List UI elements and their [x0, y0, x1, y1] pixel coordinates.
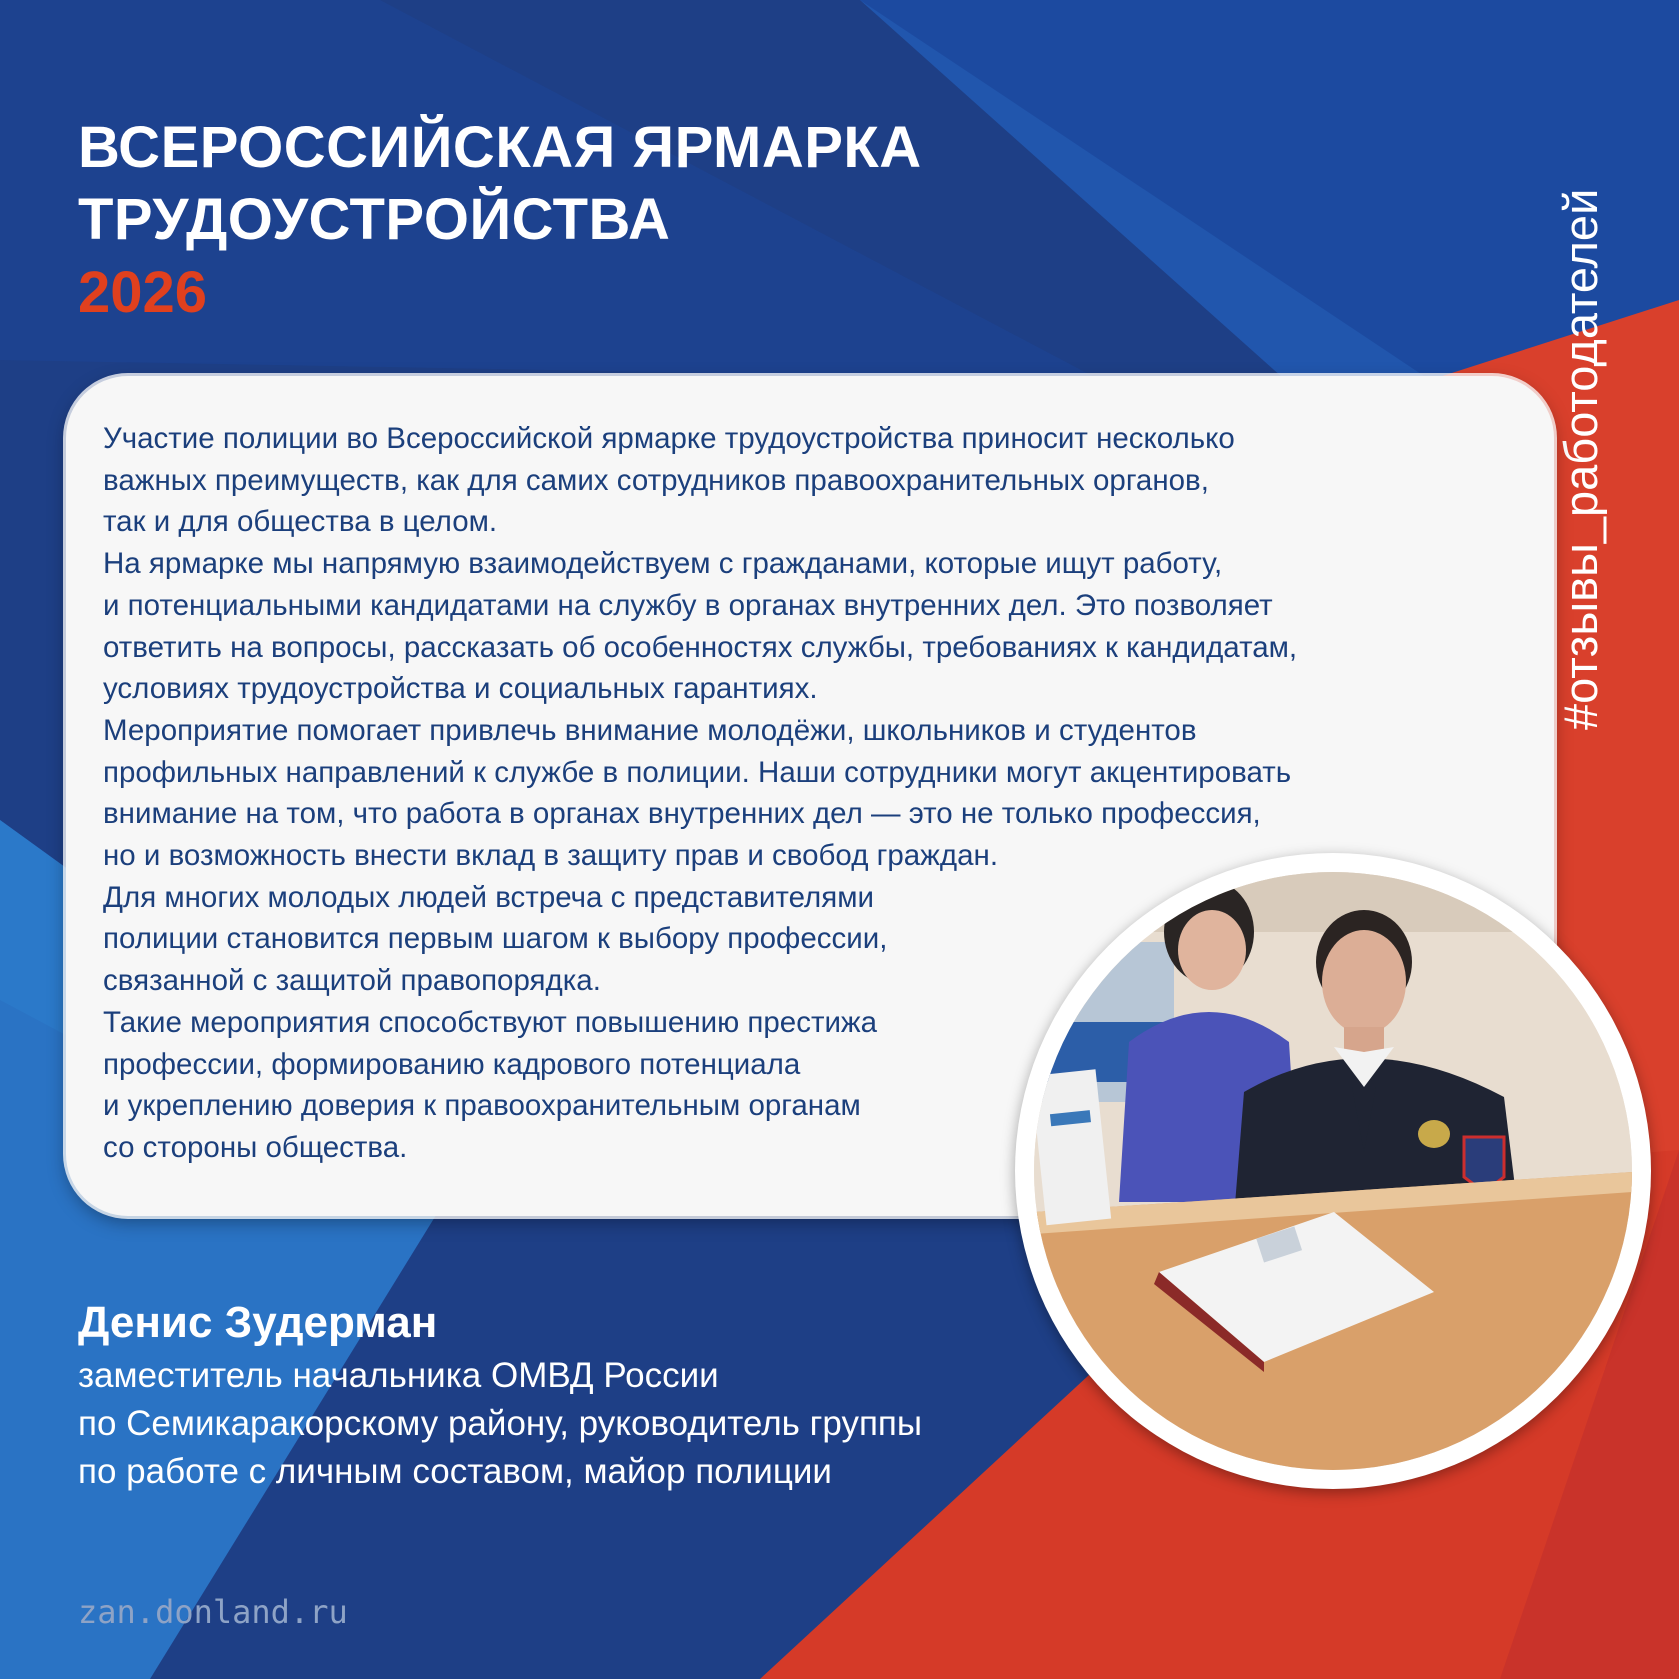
- quote-line: но и возможность внести вклад в защиту прав и свобод граждан.: [103, 839, 999, 873]
- event-year: 2026: [78, 260, 208, 325]
- author-role-line: по Семикаракорскому району, руководитель группы: [78, 1404, 923, 1443]
- author-role-line: по работе с личным составом, майор полиции: [78, 1452, 832, 1491]
- quote-line: полиции становится первым шагом к выбору профессии,: [103, 922, 888, 956]
- hashtag-vertical: #отзывы_работодателей: [1554, 188, 1607, 730]
- website-url: zan.donland.ru: [78, 1593, 348, 1631]
- quote-line: Участие полиции во Всероссийской ярмарке трудоустройства приносит несколько: [103, 422, 1235, 455]
- quote-line: Для многих молодых людей встреча с представителями: [103, 880, 874, 914]
- quote-line: связанной с защитой правопорядка.: [103, 964, 601, 998]
- quote-line: ответить на вопросы, рассказать об особенностях службы, требованиях к кандидатам,: [103, 630, 1298, 664]
- quote-line: внимание на том, что работа в органах внутренних дел — это не только профессия,: [103, 797, 1261, 831]
- quote-line: условиях трудоустройства и социальных гарантиях.: [103, 672, 818, 706]
- quote-line: профессии, формированию кадрового потенциала: [103, 1047, 801, 1081]
- author-role-line: заместитель начальника ОМВД России: [78, 1356, 719, 1395]
- quote-line: Мероприятие помогает привлечь внимание молодёжи, школьников и студентов: [103, 713, 1197, 747]
- author-name: Денис Зудерман: [78, 1298, 438, 1347]
- author-role: [78, 1352, 922, 1496]
- quote-line: важных преимуществ, как для самих сотрудников правоохранительных органов,: [103, 463, 1209, 497]
- event-title: [78, 112, 922, 256]
- police-officer-photo: [1034, 872, 1632, 1470]
- quote-line: профильных направлений к службе в полиции. Наши сотрудники могут акцентировать: [103, 755, 1292, 789]
- event-title-line-1: ВСЕРОССИЙСКАЯ ЯРМАРКА: [78, 115, 922, 180]
- quote-line: и потенциальными кандидатами на службу в органах внутренних дел. Это позволяет: [103, 588, 1273, 622]
- quote-line: так и для общества в целом.: [103, 505, 498, 539]
- quote-line: Такие мероприятия способствуют повышению престижа: [103, 1005, 878, 1039]
- event-title-line-2: ТРУДОУСТРОЙСТВА: [78, 187, 671, 252]
- quote-line: На ярмарке мы напрямую взаимодействуем с гражданами, которые ищут работу,: [103, 547, 1223, 581]
- quote-line: и укреплению доверия к правоохранительным органам: [103, 1089, 861, 1123]
- quote-line: со стороны общества.: [103, 1130, 408, 1164]
